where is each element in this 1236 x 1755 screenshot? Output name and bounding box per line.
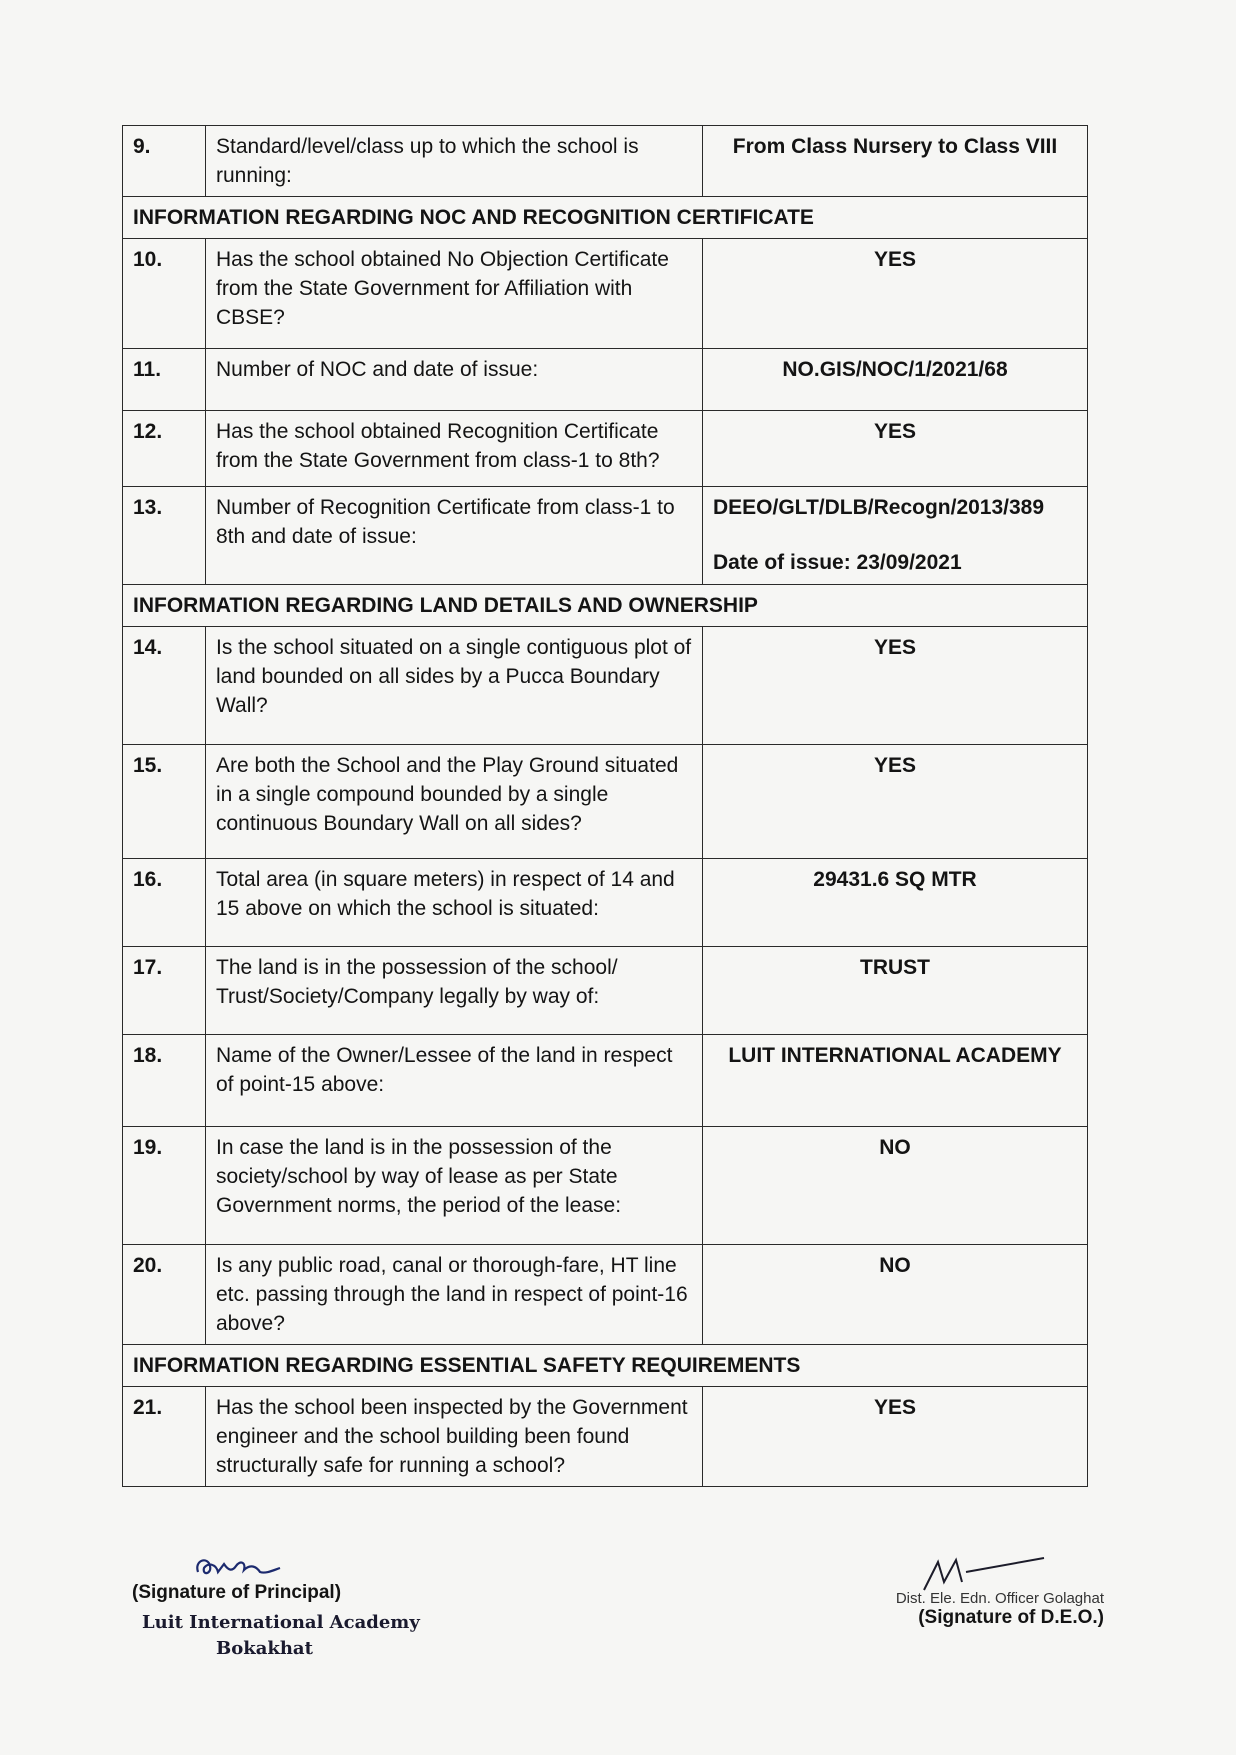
row-question: Are both the School and the Play Ground situated in a single compound bounded by a single continuous Boundary Wall on all sides? — [206, 745, 703, 859]
row-question: Total area (in square meters) in respect of 14 and 15 above on which the school is situated: — [206, 859, 703, 947]
row-question: Number of NOC and date of issue: — [206, 349, 703, 411]
row-number: 17. — [123, 947, 206, 1035]
row-answer — [703, 487, 1088, 585]
deo-signature-block — [864, 1552, 1104, 1629]
principal-signature-block — [132, 1552, 452, 1662]
row-answer: YES — [703, 239, 1088, 349]
row-question: Standard/level/class up to which the school is running: — [206, 126, 703, 197]
row-question: In case the land is in the possession of the society/school by way of lease as per State Government norms, the period of the lease: — [206, 1127, 703, 1245]
row-answer: TRUST — [703, 947, 1088, 1035]
row-question: The land is in the possession of the school/ Trust/Society/Company legally by way of: — [206, 947, 703, 1035]
table-row — [123, 349, 1088, 411]
row-question: Has the school obtained Recognition Certificate from the State Government from class-1 to 8th? — [206, 411, 703, 487]
row-answer: NO.GIS/NOC/1/2021/68 — [703, 349, 1088, 411]
row-number: 12. — [123, 411, 206, 487]
school-stamp-line2: Bokakhat — [216, 1638, 313, 1659]
row-answer: YES — [703, 411, 1088, 487]
principal-signature-label: (Signature of Principal) — [132, 1582, 342, 1603]
table-row — [123, 487, 1088, 585]
row-answer: From Class Nursery to Class VIII — [703, 126, 1088, 197]
information-table — [122, 125, 1088, 1487]
section-heading: INFORMATION REGARDING NOC AND RECOGNITION CERTIFICATE — [123, 197, 1088, 239]
row-number: 18. — [123, 1035, 206, 1127]
table-row — [123, 627, 1088, 745]
row-answer: YES — [703, 627, 1088, 745]
section-row — [123, 585, 1088, 627]
row-number: 21. — [123, 1387, 206, 1487]
table-row — [123, 947, 1088, 1035]
row-number: 14. — [123, 627, 206, 745]
table-row — [123, 239, 1088, 349]
deo-signature-label: (Signature of D.E.O.) — [918, 1607, 1104, 1628]
handwritten-signature-icon — [190, 1552, 310, 1582]
row-question: Has the school obtained No Objection Certificate from the State Government for Affiliation with CBSE? — [206, 239, 703, 349]
table-row — [123, 411, 1088, 487]
date-of-issue: Date of issue: 23/09/2021 — [713, 551, 962, 574]
table-row — [123, 859, 1088, 947]
section-row — [123, 197, 1088, 239]
row-number: 16. — [123, 859, 206, 947]
row-answer: NO — [703, 1245, 1088, 1345]
table-row — [123, 1035, 1088, 1127]
section-heading: INFORMATION REGARDING LAND DETAILS AND OWNERSHIP — [123, 585, 1088, 627]
row-question: Number of Recognition Certificate from class-1 to 8th and date of issue: — [206, 487, 703, 585]
row-question: Is any public road, canal or thorough-fare, HT line etc. passing through the land in respect of point-16 above? — [206, 1245, 703, 1345]
table-row — [123, 1127, 1088, 1245]
row-answer: 29431.6 SQ MTR — [703, 859, 1088, 947]
recognition-number: DEEO/GLT/DLB/Recogn/2013/389 — [713, 496, 1045, 519]
school-stamp-line1: Luit International Academy — [142, 1612, 420, 1633]
row-answer: YES — [703, 1387, 1088, 1487]
row-number: 20. — [123, 1245, 206, 1345]
row-question: Has the school been inspected by the Government engineer and the school building been found structurally safe for running a school? — [206, 1387, 703, 1487]
table-row — [123, 1245, 1088, 1345]
row-question: Is the school situated on a single contiguous plot of land bounded on all sides by a Pucca Boundary Wall? — [206, 627, 703, 745]
row-answer: LUIT INTERNATIONAL ACADEMY — [703, 1035, 1088, 1127]
row-number: 9. — [123, 126, 206, 197]
row-answer: YES — [703, 745, 1088, 859]
row-question: Name of the Owner/Lessee of the land in respect of point-15 above: — [206, 1035, 703, 1127]
row-number: 15. — [123, 745, 206, 859]
section-row — [123, 1345, 1088, 1387]
table-row — [123, 745, 1088, 859]
row-number: 19. — [123, 1127, 206, 1245]
deo-stamp: Dist. Ele. Edn. Officer Golaghat — [895, 1590, 1104, 1607]
row-number: 13. — [123, 487, 206, 585]
row-answer: NO — [703, 1127, 1088, 1245]
section-heading: INFORMATION REGARDING ESSENTIAL SAFETY REQUIREMENTS — [123, 1345, 1088, 1387]
table-row — [123, 126, 1088, 197]
row-number: 10. — [123, 239, 206, 349]
row-number: 11. — [123, 349, 206, 411]
table-row — [123, 1387, 1088, 1487]
